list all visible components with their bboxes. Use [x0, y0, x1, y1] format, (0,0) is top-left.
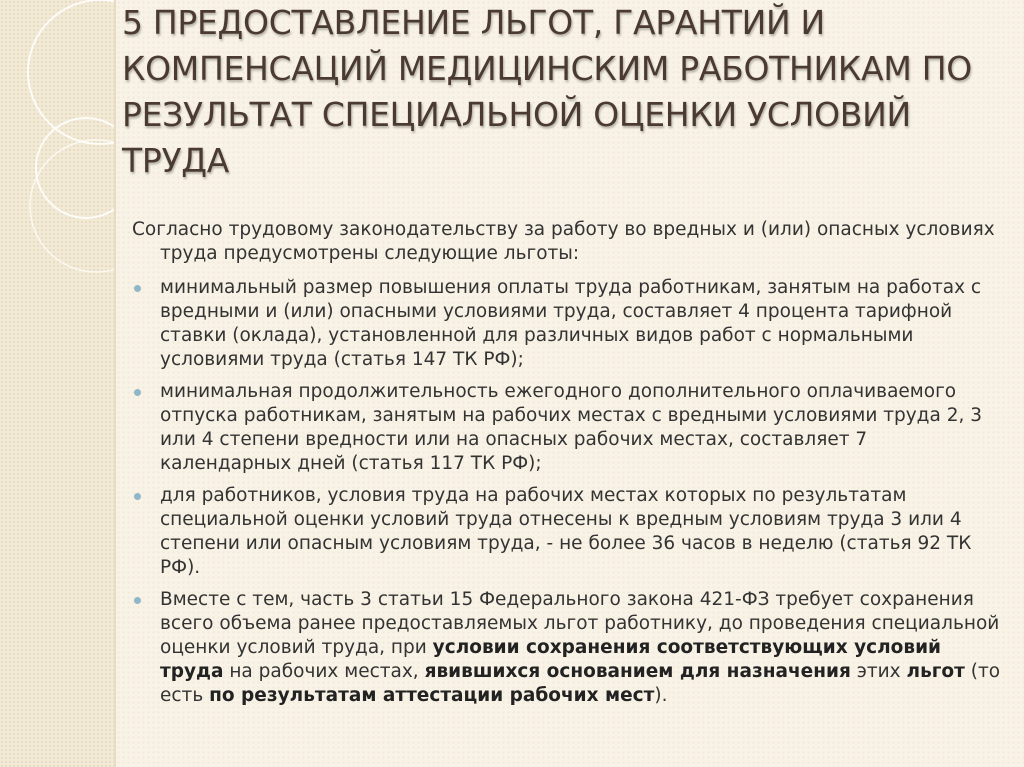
- text-segment: Вместе с тем, часть 3 статьи 15 Федерального закона 421-ФЗ требует сохранения всего объема ранее предоставляемых льгот работнику, до проведения специальной оценки условий труда, при: [160, 589, 1000, 658]
- decorative-sidebar: [0, 0, 114, 767]
- bold-segment: явившихся основанием для назначения: [424, 661, 851, 682]
- bullet-text: [160, 589, 1000, 706]
- bullet-item: [132, 588, 1002, 708]
- bullet-text: минимальная продолжительность ежегодного дополнительного оплачиваемого отпуска работникам, занятым на рабочих местах с вредными условиями труда 2, 3 или 4 степени вредности или на опасных рабочих местах, составляет 7 календарных дней (статья 117 ТК РФ);: [160, 381, 982, 474]
- bullet-dot-icon: [134, 493, 141, 500]
- bullet-text: для работников, условия труда на рабочих местах которых по результатам специальной оценки условий труда отнесены к вредным условиям труда 3 или 4 степени или опасным условиям труда, - не более 36 часов в неделю (статья 92 ТК РФ).: [160, 485, 972, 578]
- bold-segment: льгот: [906, 661, 965, 682]
- bullet-dot-icon: [134, 285, 141, 292]
- bold-segment: по результатам аттестации рабочих мест: [209, 685, 655, 706]
- bullet-item: [132, 380, 1002, 476]
- bullet-item: [132, 276, 1002, 372]
- slide-body: [132, 218, 1002, 716]
- slide-title: 5 ПРЕДОСТАВЛЕНИЕ ЛЬГОТ, ГАРАНТИЙ И КОМПЕНСАЦИЙ МЕДИЦИНСКИМ РАБОТНИКАМ ПО РЕЗУЛЬТАТ СПЕЦИАЛЬНОЙ ОЦЕНКИ УСЛОВИЙ ТРУДА: [122, 3, 972, 180]
- bullet-list: [132, 276, 1002, 708]
- bullet-dot-icon: [134, 389, 141, 396]
- text-segment: ).: [654, 685, 668, 706]
- intro-text: Согласно трудовому законодательству за работу во вредных и (или) опасных условиях труда предусмотрены следующие льготы:: [132, 219, 995, 264]
- bullet-text: минимальный размер повышения оплаты труда работникам, занятым на работах с вредными и (или) опасными условиями труда, составляет 4 процента тарифной ставки (оклада), установленной для различных видов работ с нормальными условиями труда (статья 147 ТК РФ);: [160, 277, 982, 370]
- text-segment: (то есть: [160, 661, 1001, 706]
- decorative-circles: [0, 0, 114, 767]
- bold-segment: условии сохранения соответствующих условий труда: [160, 637, 941, 682]
- bullet-dot-icon: [134, 597, 141, 604]
- text-segment: этих: [850, 661, 907, 682]
- bullet-item: [132, 484, 1002, 580]
- text-segment: на рабочих местах,: [223, 661, 425, 682]
